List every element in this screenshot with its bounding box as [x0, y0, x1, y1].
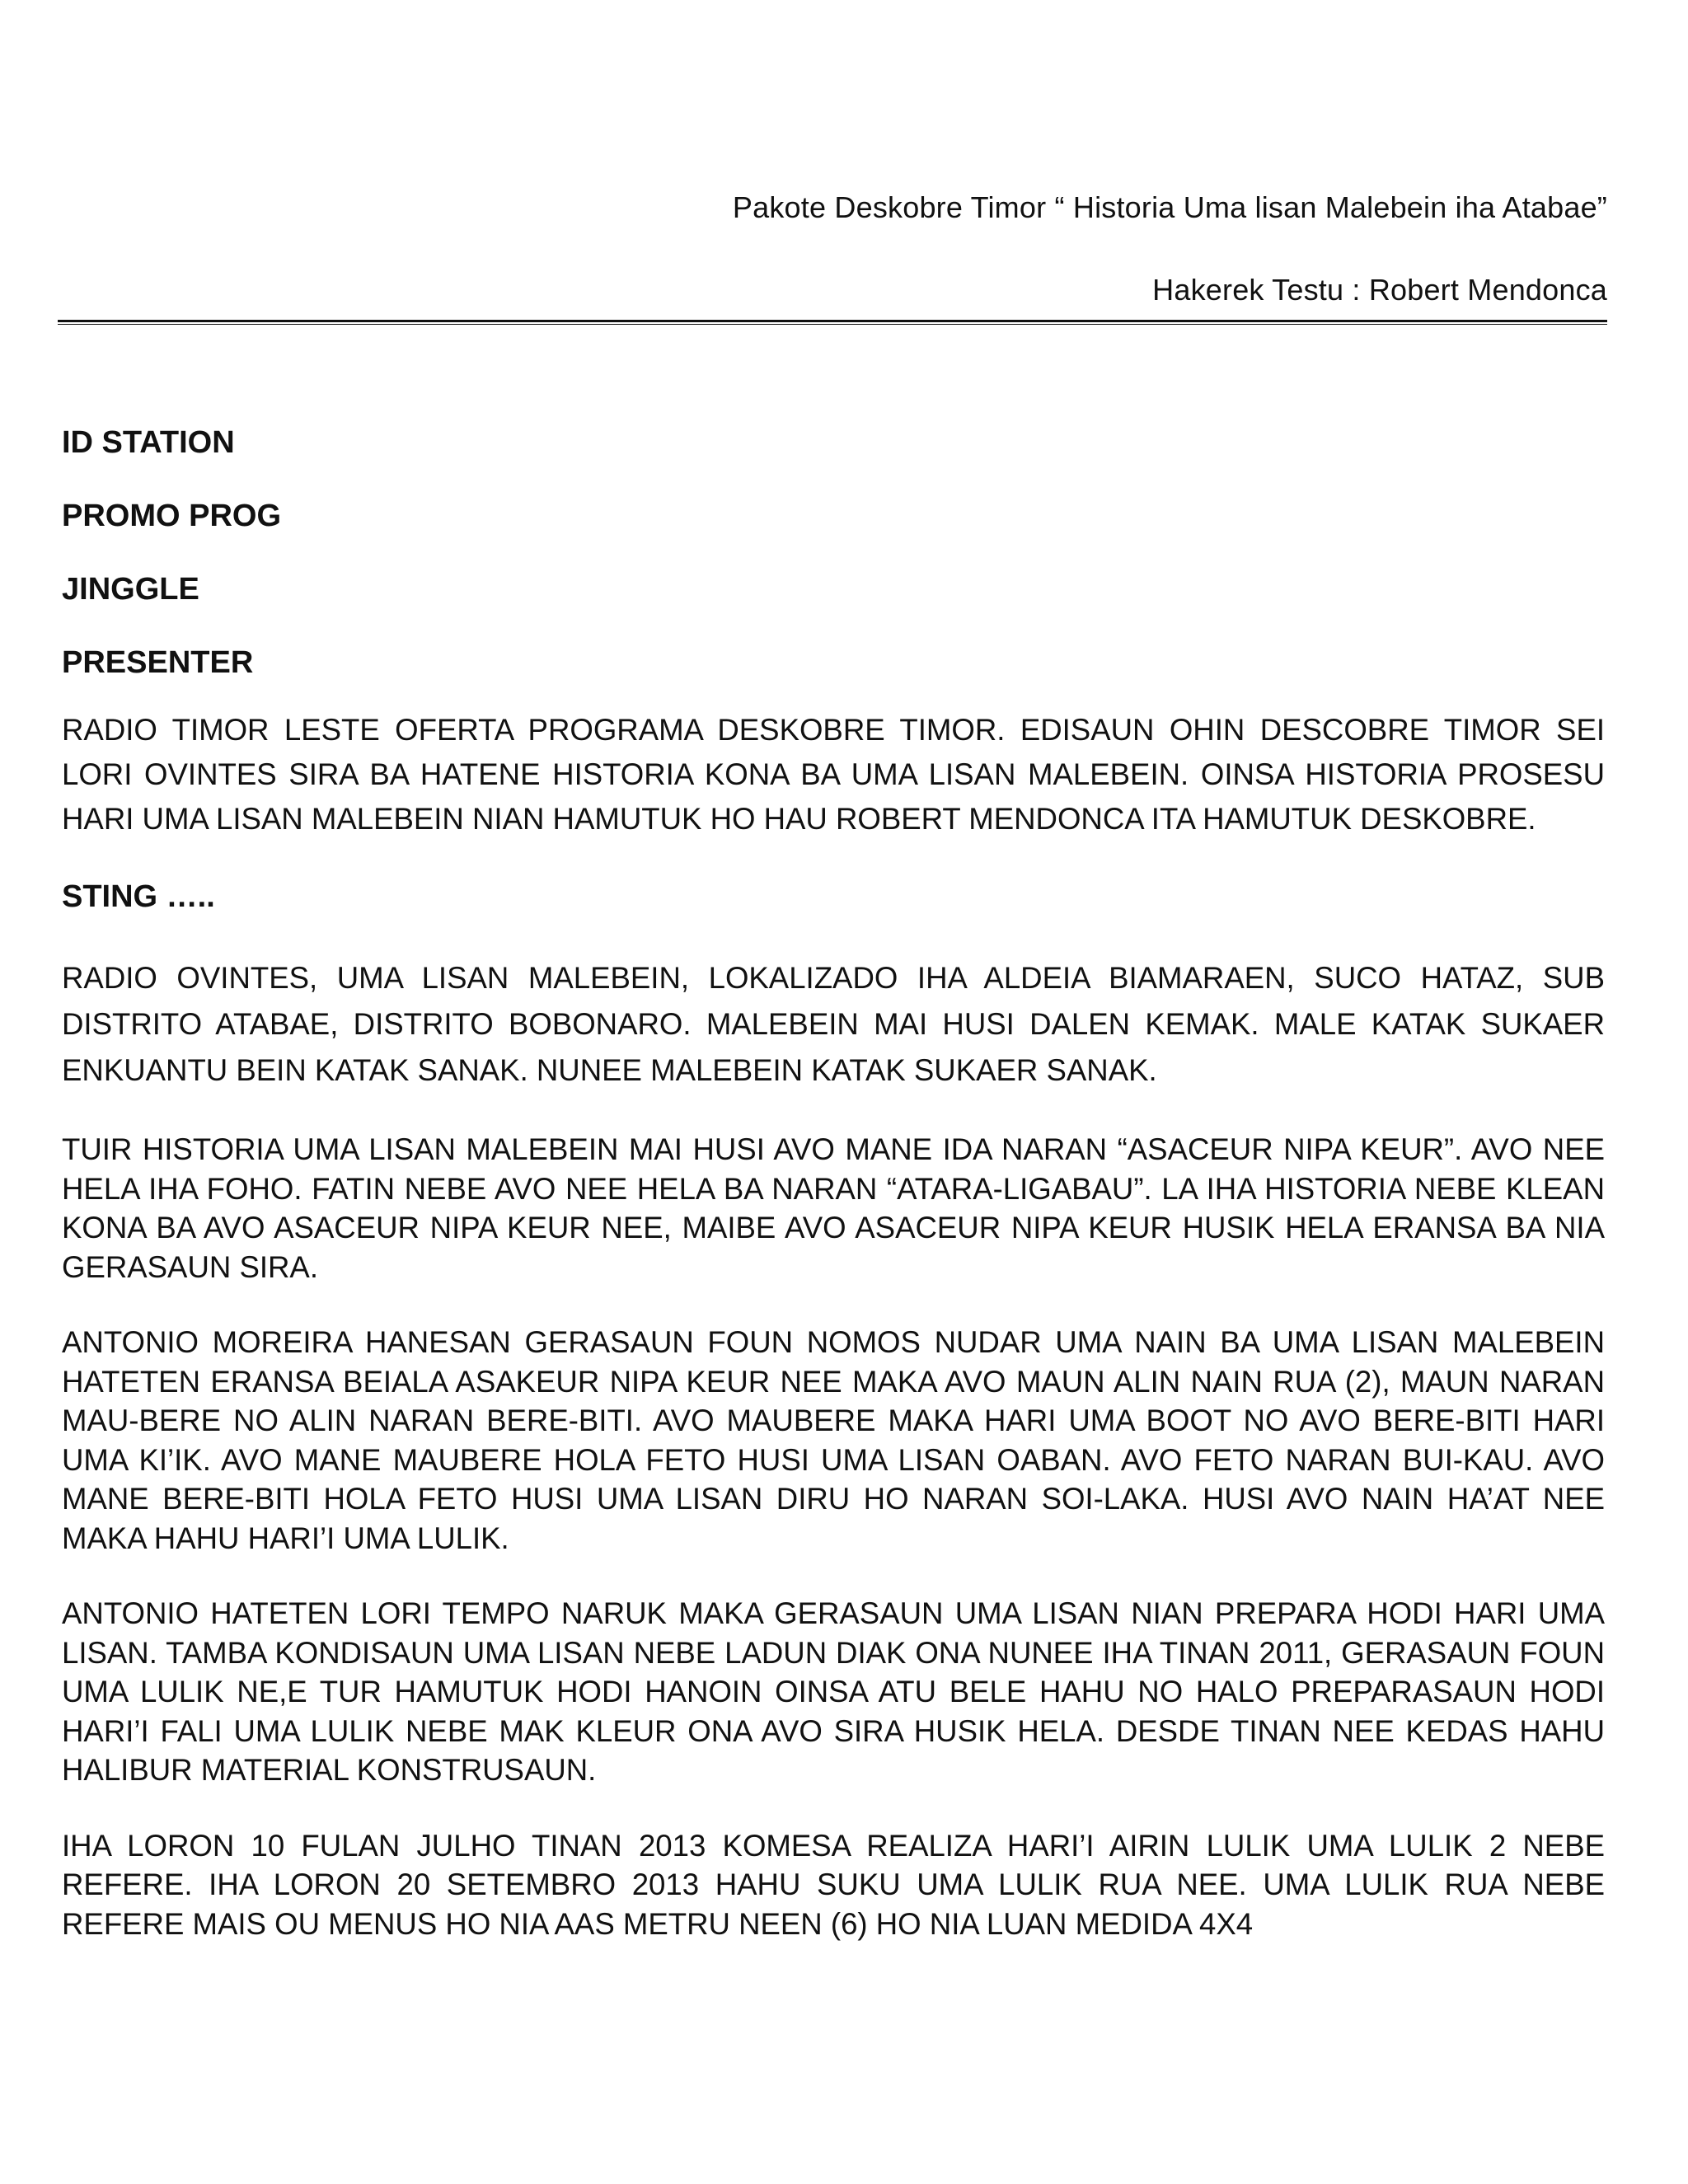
- cue-presenter: PRESENTER: [62, 645, 254, 680]
- program-title: Pakote Deskobre Timor “ Historia Uma lisan Malebein iha Atabae”: [732, 190, 1607, 224]
- paragraph-heritage: ANTONIO MOREIRA HANESAN GERASAUN FOUN NOMOS NUDAR UMA NAIN BA UMA LISAN MALEBEIN HATETEN ERANSA BEIALA ASAKEUR NIPA KEUR NEE MAKA AVO MAUN ALIN NAIN RUA (2), MAUN NARAN MAU-BERE NO ALIN NARAN BERE-BITI. AVO MAUBERE MAKA HARI UMA BOOT NO AVO BERE-BITI HARI UMA KI’IK. AVO MANE MAUBERE HOLA FETO HUSI UMA LISAN OABAN. AVO FETO NARAN BUI-KAU. AVO MANE BERE-BITI HOLA FETO HUSI UMA LISAN DIRU HO NARAN SOI-LAKA. HUSI AVO NAIN HA’AT NEE MAKA HAHU HARI’I UMA LULIK.: [62, 1325, 1605, 1555]
- cue-jingle: JINGGLE: [62, 572, 199, 607]
- paragraph-construction: IHA LORON 10 FULAN JULHO TINAN 2013 KOMESA REALIZA HARI’I AIRIN LULIK UMA LULIK 2 NEBE REFERE. IHA LORON 20 SETEMBRO 2013 HAHU SUKU UMA LULIK RUA NEE. UMA LULIK RUA NEBE REFERE MAIS OU MENUS HO NIA AAS METRU NEEN (6) HO NIA LUAN MEDIDA 4X4: [62, 1828, 1605, 1941]
- paragraph-preparation: ANTONIO HATETEN LORI TEMPO NARUK MAKA GERASAUN UMA LISAN NIAN PREPARA HODI HARI UMA LISAN. TAMBA KONDISAUN UMA LISAN NEBE LADUN DIAK ONA NUNEE IHA TINAN 2011, GERASAUN FOUN UMA LULIK NE,E TUR HAMUTUK HODI HANOIN OINSA ATU BELE HAHU NO HALO PREPARASAUN HODI HARI’I FALI UMA LULIK NEBE MAK KLEUR ONA AVO SIRA HUSIK HELA. DESDE TINAN NEE KEDAS HAHU HALIBUR MATERIAL KONSTRUSAUN.: [62, 1596, 1605, 1787]
- document-header: [58, 190, 1607, 308]
- cue-sting: STING …..: [62, 879, 215, 914]
- script-body: [62, 422, 1605, 1980]
- cue-promo-prog: PROMO PROG: [62, 499, 282, 533]
- author-line: Hakerek Testu : Robert Mendonca: [1152, 273, 1607, 307]
- paragraph-location: RADIO OVINTES, UMA LISAN MALEBEIN, LOKALIZADO IHA ALDEIA BIAMARAEN, SUCO HATAZ, SUB DISTRITO ATABAE, DISTRITO BOBONARO. MALEBEIN MAI HUSI DALEN KEMAK. MALE KATAK SUKAER ENKUANTU BEIN KATAK SANAK. NUNEE MALEBEIN KATAK SUKAER SANAK.: [62, 961, 1605, 1087]
- cue-id-station: ID STATION: [62, 425, 235, 460]
- header-divider: [58, 320, 1607, 325]
- paragraph-intro: RADIO TIMOR LESTE OFERTA PROGRAMA DESKOBRE TIMOR. EDISAUN OHIN DESCOBRE TIMOR SEI LORI OVINTES SIRA BA HATENE HISTORIA KONA BA UMA LISAN MALEBEIN. OINSA HISTORIA PROSESU HARI UMA LISAN MALEBEIN NIAN HAMUTUK HO HAU ROBERT MENDONCA ITA HAMUTUK DESKOBRE.: [62, 713, 1605, 836]
- paragraph-history: TUIR HISTORIA UMA LISAN MALEBEIN MAI HUSI AVO MANE IDA NARAN “ASACEUR NIPA KEUR”. AVO NEE HELA IHA FOHO. FATIN NEBE AVO NEE HELA BA NARAN “ATARA-LIGABAU”. LA IHA HISTORIA NEBE KLEAN KONA BA AVO ASACEUR NIPA KEUR NEE, MAIBE AVO ASACEUR NIPA KEUR HUSIK HELA ERANSA BA NIA GERASAUN SIRA.: [62, 1132, 1605, 1284]
